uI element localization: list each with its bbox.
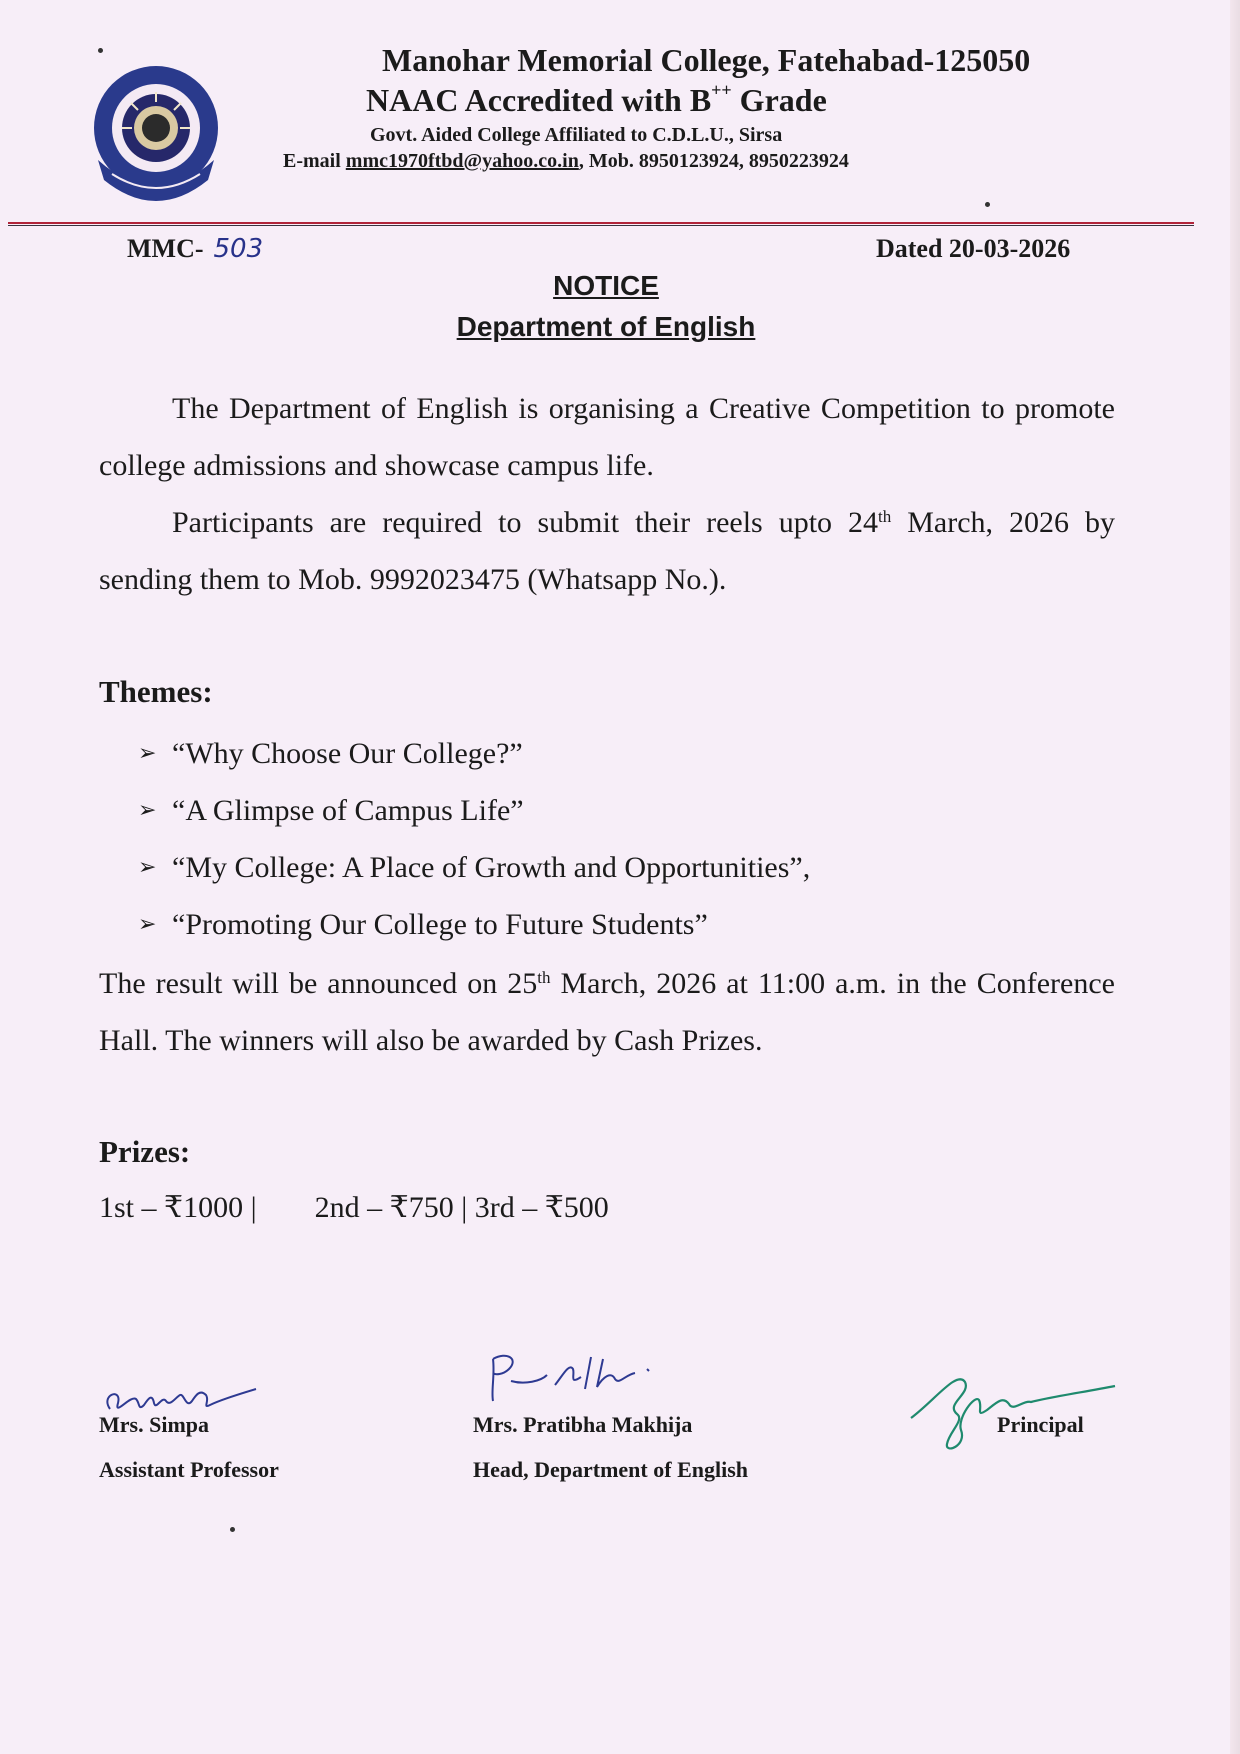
header-divider-shadow xyxy=(8,225,1194,226)
list-item: ➢ “Promoting Our College to Future Students” xyxy=(138,896,810,953)
list-item: ➢ “My College: A Place of Growth and Opportunities”, xyxy=(138,839,810,896)
paper-edge xyxy=(1230,0,1240,1754)
college-name: Manohar Memorial College, Fatehabad-125050 xyxy=(382,42,1031,78)
notice-title: NOTICE xyxy=(553,270,659,301)
reference-number: MMC- 503 xyxy=(127,234,264,264)
prizes-line xyxy=(99,1190,609,1225)
themes-list xyxy=(138,725,810,953)
arrow-bullet-icon: ➢ xyxy=(138,855,157,880)
affiliation: Govt. Aided College Affiliated to C.D.L.U., Sirsa xyxy=(370,124,783,146)
contact-line: E-mail mmc1970ftbd@yahoo.co.in, Mob. 8950123924, 8950223924 xyxy=(283,150,849,172)
signature-principal xyxy=(905,1360,1120,1455)
prizes-heading: Prizes: xyxy=(99,1134,191,1169)
paragraph-submission: Participants are required to submit their reels upto 24th March, 2026 by sending them to Mob. 9992023475 (Whatsapp No.). xyxy=(99,506,1115,596)
arrow-bullet-icon: ➢ xyxy=(138,798,157,823)
prize-first: 1st – ₹1000 | xyxy=(99,1191,257,1224)
signatory-pratibha-makhija: Mrs. Pratibha Makhija Head, Department of English xyxy=(473,1412,748,1482)
ink-speck xyxy=(985,202,990,207)
email-link[interactable]: mmc1970ftbd@yahoo.co.in xyxy=(345,150,579,172)
paragraph-result: The result will be announced on 25th March, 2026 at 11:00 a.m. in the Conference Hall. The winners will also be awarded by Cash Prizes. xyxy=(99,967,1115,1057)
list-item: ➢ “A Glimpse of Campus Life” xyxy=(138,782,810,839)
notice-date: Dated 20-03-2026 xyxy=(876,234,1071,263)
ink-speck xyxy=(230,1527,235,1532)
themes-heading: Themes: xyxy=(99,674,213,709)
prize-others: 2nd – ₹750 | 3rd – ₹500 xyxy=(314,1191,609,1224)
arrow-bullet-icon: ➢ xyxy=(138,912,157,937)
signatory-principal: Principal xyxy=(997,1412,1084,1437)
naac-accreditation: NAAC Accredited with B++ Grade xyxy=(366,80,827,118)
handwritten-ref-number: 503 xyxy=(213,234,264,264)
paragraph-intro: The Department of English is organising a Creative Competition to promote college admissions and showcase campus life. xyxy=(99,392,1115,482)
header-divider xyxy=(8,222,1194,224)
arrow-bullet-icon: ➢ xyxy=(138,741,157,766)
college-logo xyxy=(82,62,230,210)
list-item: ➢ “Why Choose Our College?” xyxy=(138,725,810,782)
signature-pratibha-makhija xyxy=(485,1345,675,1415)
department-title: Department of English xyxy=(456,311,756,342)
signatory-simpa: Mrs. Simpa Assistant Professor xyxy=(99,1412,279,1482)
ink-speck xyxy=(98,48,103,53)
